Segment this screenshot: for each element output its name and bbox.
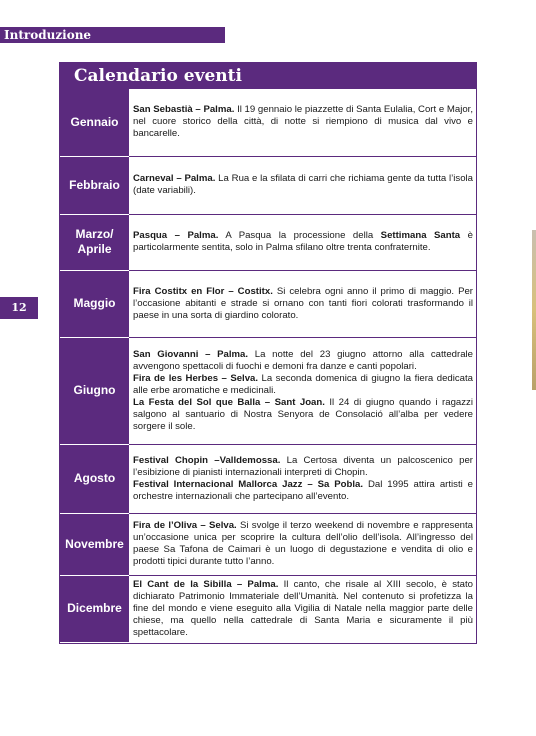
event-entry	[133, 579, 473, 639]
calendar-title: Calendario eventi	[60, 63, 476, 89]
event-entry	[133, 104, 473, 140]
calendar-table	[60, 89, 476, 643]
calendar-row	[60, 444, 476, 513]
event-description-cont: è particolarmente sentita, solo in Palma sfilano oltre trenta confraternite.	[133, 230, 473, 253]
event-description: Il 19 gennaio le piazzette di Santa Eulalia, Cort e Major, nel cuore storico della città, di notte si riempiono di musica dal vivo e bancarelle.	[133, 104, 473, 140]
event-name: Fira Costitx en Flor – Costitx.	[133, 285, 273, 297]
event-highlight: Settimana Santa	[380, 230, 461, 241]
event-description: Il canto, che risale al XIII secolo, è stato dichiarato Patrimonio Immateriale dell’Umanità. Nel contenuto si profetizza la fine del mondo e viene eseguito alla Vigilia di Natale nella maggior parte delle chiese, ma quello nella cattedrale di Santa Maria e sicuramente il più spettacolare.	[133, 578, 473, 638]
event-entry	[133, 397, 473, 433]
month-cell: Dicembre	[60, 575, 129, 642]
event-description: La notte del 23 giugno attorno alla cattedrale avvengono spettacoli di fuochi e demoni fra danze e canti popolari.	[133, 348, 473, 372]
event-cell	[129, 156, 476, 214]
event-cell	[129, 575, 476, 642]
event-cell	[129, 513, 476, 575]
calendar-row	[60, 214, 476, 270]
event-entry	[133, 173, 473, 197]
event-description: La seconda domenica di giugno la fiera dedicata alle erbe aromatiche e medicinali.	[133, 372, 473, 396]
event-description: La Rua e la sfilata di carri che richiama gente da tutta l’isola (date variabili).	[133, 173, 473, 196]
event-description: La Certosa diventa un palcoscenico per l’esibizione di pianisti internazionali interpreti di Chopin.	[133, 454, 473, 478]
month-cell: Maggio	[60, 270, 129, 337]
event-name: Festival Internacional Mallorca Jazz – Sa Pobla.	[133, 478, 364, 490]
page-number: 12	[0, 297, 38, 319]
page-edge-image	[532, 230, 536, 390]
month-cell: Febbraio	[60, 156, 129, 214]
event-entry	[133, 520, 473, 568]
event-name: Festival Chopin –Valldemossa.	[133, 454, 281, 466]
event-cell	[129, 337, 476, 444]
calendar-row	[60, 513, 476, 575]
month-cell: Agosto	[60, 444, 129, 513]
event-name: San Sebastià – Palma.	[133, 104, 235, 116]
calendar-row	[60, 156, 476, 214]
event-entry	[133, 286, 473, 322]
section-title: Introduzione	[4, 28, 92, 42]
event-description: A Pasqua la processione della	[218, 230, 381, 241]
calendar-row	[60, 270, 476, 337]
event-name: Fira de l’Oliva – Selva.	[133, 520, 237, 531]
month-cell: Marzo/ Aprile	[60, 214, 129, 270]
event-entry	[133, 455, 473, 479]
event-entry	[133, 373, 473, 397]
event-cell	[129, 444, 476, 513]
event-entry	[133, 479, 473, 503]
event-cell	[129, 89, 476, 156]
event-cell	[129, 214, 476, 270]
event-name: San Giovanni – Palma.	[133, 348, 249, 360]
event-description: Si celebra ogni anno il primo di maggio. Per l’occasione abitanti e strade si ornano con tanti fiori colorati trasformando il paese in una sorta di giardino colorato.	[133, 285, 473, 321]
calendar-row	[60, 337, 476, 444]
event-name: Carneval – Palma.	[133, 173, 216, 184]
event-name: La Festa del Sol que Balla – Sant Joan.	[133, 396, 325, 408]
calendar-box	[59, 62, 477, 644]
month-cell: Gennaio	[60, 89, 129, 156]
calendar-row	[60, 89, 476, 156]
month-cell: Novembre	[60, 513, 129, 575]
event-name: Pasqua – Palma.	[133, 230, 219, 241]
event-entry	[133, 230, 473, 254]
event-description: Il 24 di giugno quando i ragazzi salgono al santuario di Nostra Senyora de Consolació all’alba per vedere sorgere il sole.	[133, 396, 473, 432]
event-description: Dal 1995 attira artisti e orchestre internazionali che partecipano all’evento.	[133, 478, 473, 502]
event-name: Fira de les Herbes – Selva.	[133, 372, 259, 384]
calendar-row	[60, 575, 476, 642]
event-name: El Cant de la Sibilla – Palma.	[133, 578, 279, 590]
event-cell	[129, 270, 476, 337]
event-description: Si svolge il terzo weekend di novembre e rappresenta un’occasione unica per scoprire la cultura dell’olio dell’isola. All’ingresso del paese Sa Tafona de Caimari è un luogo di degustazione e vendita di olio e prodotti tipici durante tutto l’anno.	[133, 520, 473, 567]
month-cell: Giugno	[60, 337, 129, 444]
event-entry	[133, 349, 473, 373]
section-header	[0, 27, 225, 43]
